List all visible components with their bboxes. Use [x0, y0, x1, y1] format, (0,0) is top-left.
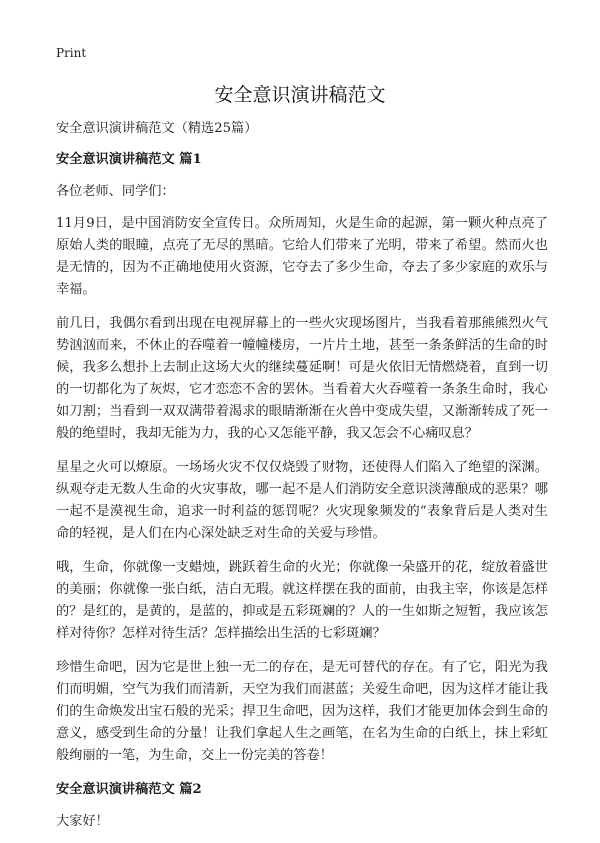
- paragraph-3: 星星之火可以燎原。一场场火灾不仅仅烧毁了财物，还使得人们陷入了绝望的深渊。纵观夺走无数人生命的火灾事故，哪一起不是人们消防安全意识淡薄酿成的恶果？哪一起不是漠视生命，追求一时利益的惩罚呢？火灾现象频发的“表象背后是人类对生命的轻视，是人们在内心深处缺乏对生命的关爱与珍惜。: [56, 460, 548, 541]
- paragraph-2: 前几日，我偶尔看到出现在电视屏幕上的一些火灾现场图片，当我看着那熊熊烈火气势汹汹而来，不休止的吞噬着一幢幢楼房，一片片土地，甚至一条条鲜活的生命的时候，我多么想扑上去制止这场大火的继续蔓延啊！可是火依旧无情燃烧着，直到一切的一切都化为了灰烬，它才恋恋不舍的罢休。当看着大火吞噬着一条条生命时，我心如刀割；当看到一双双满带着渴求的眼睛渐渐在火兽中变成失望，又渐渐转成了死一般的绝望时，我却无能为力，我的心又怎能平静，我又怎会不心痛叹息？: [56, 316, 548, 441]
- paragraph-1: 11月9日，是中国消防安全宣传日。众所周知，火是生命的起源，第一颗火种点亮了原始人类的眼瞳，点亮了无尽的黑暗。它给人们带来了光明，带来了希望。然而火也是无情的，因为不正确地使用火资源，它夺去了多少生命，夺去了多少家庭的欢乐与幸福。: [56, 216, 548, 297]
- document-body: [56, 118, 548, 843]
- paragraph-4: 哦，生命，你就像一支蜡烛，跳跃着生命的火光；你就像一朵盛开的花，绽放着盛世的美丽；你就像一张白纸，洁白无瑕。就这样摆在我的面前，由我主宰，你该是怎样的？是红的，是黄的，是蓝的，抑或是五彩斑斓的？人的一生如斯之短暂，我应该怎样对待你？怎样对待生活？怎样描绘出生活的七彩斑斓？: [56, 560, 548, 641]
- section-heading-1: 安全意识演讲稿范文 篇1: [56, 152, 202, 167]
- document-title: 安全意识演讲稿范文: [214, 84, 386, 106]
- document-subtitle: 安全意识演讲稿范文（精选25篇）: [56, 121, 258, 136]
- print-label: Print: [56, 46, 87, 60]
- greeting-1: 各位老师、同学们：: [56, 184, 175, 199]
- section-heading-2: 安全意识演讲稿范文 篇2: [56, 782, 202, 797]
- greeting-2: 大家好！: [56, 814, 109, 829]
- paragraph-5: 珍惜生命吧，因为它是世上独一无二的存在，是无可替代的存在。有了它，阳光为我们而明媚，空气为我们而清新，天空为我们而湛蓝；关爱生命吧，因为这样才能让我们的生命焕发出宝石般的光采；捍卫生命吧，因为这样，我们才能更加体会到生命的意义，感受到生命的分量！让我们拿起人生之画笔，在名为生命的白纸上，抹上彩虹般绚丽的一笔，为生命，交上一份完美的答卷！: [56, 660, 548, 763]
